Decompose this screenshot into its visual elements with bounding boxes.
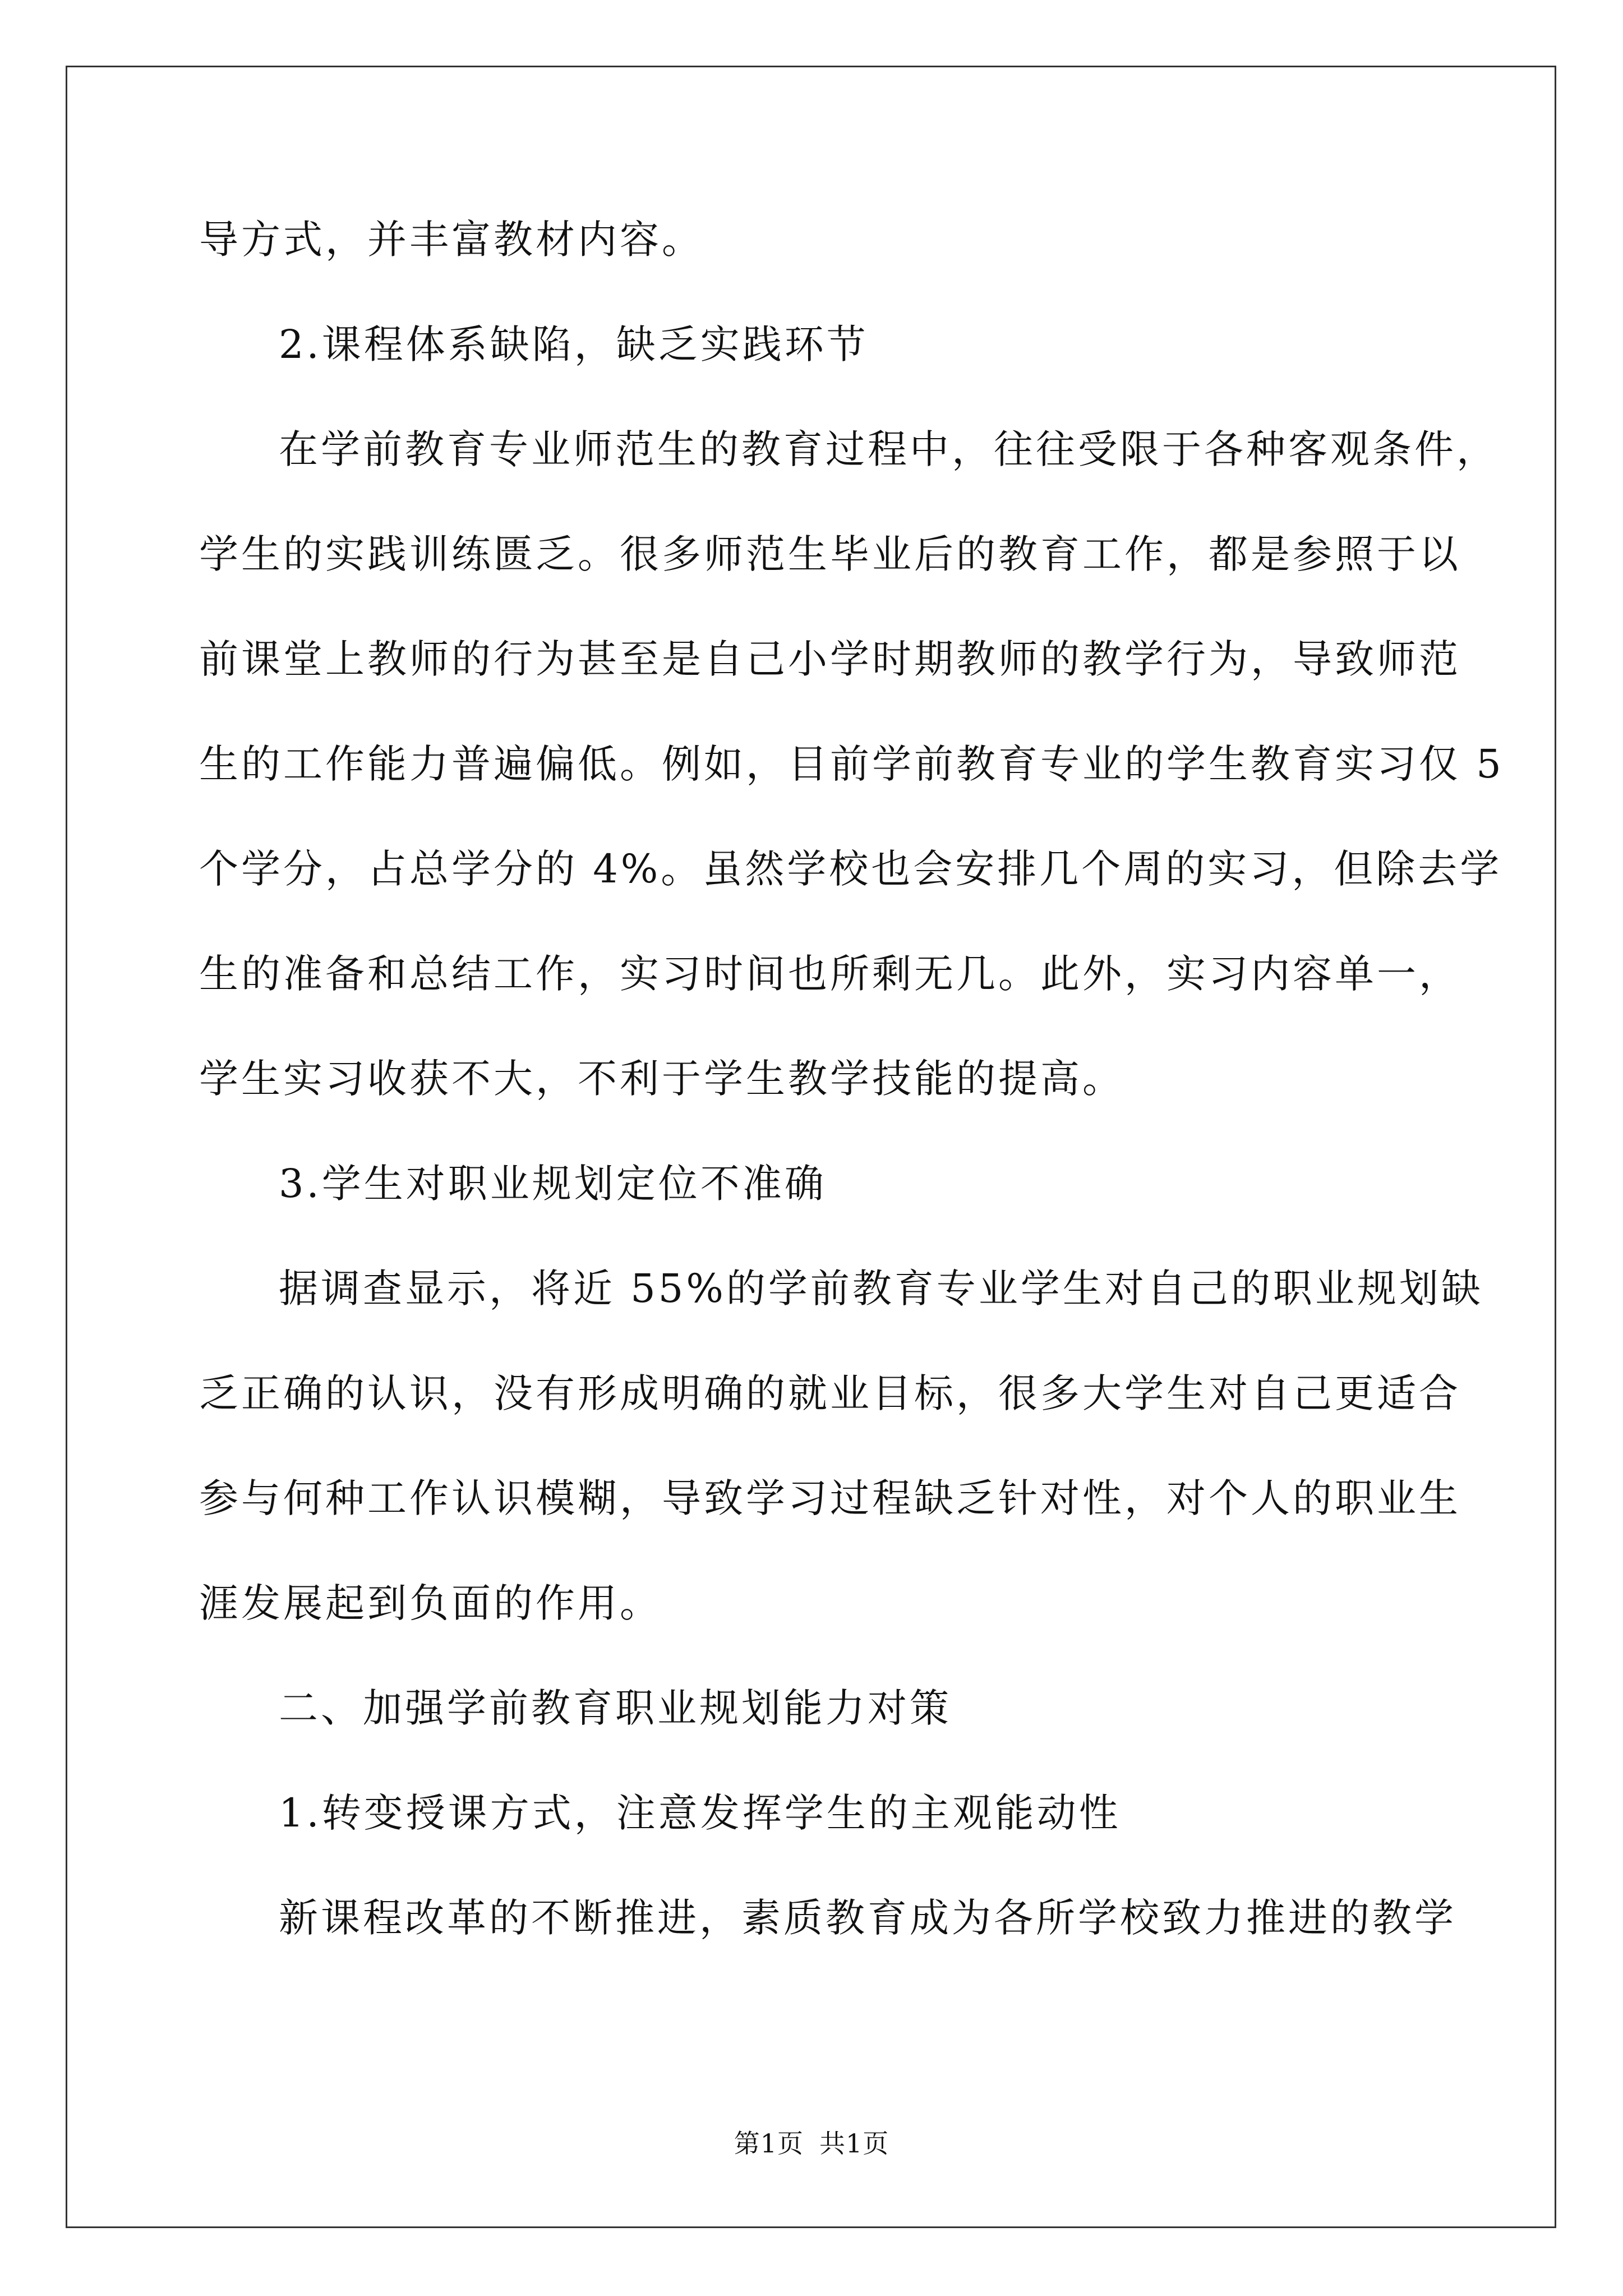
text-line: 乏正确的认识，没有形成明确的就业目标，很多大学生对自己更适合 <box>199 1370 1461 1416</box>
page-footer <box>0 2127 1623 2160</box>
text-line: 生的准备和总结工作，实习时间也所剩无几。此外，实习内容单一， <box>199 951 1461 997</box>
text-line: 涯发展起到负面的作用。 <box>199 1580 662 1626</box>
text-line: 生的工作能力普遍偏低。例如，目前学前教育专业的学生教育实习仅 5 <box>199 741 1504 787</box>
page-total: 共1页 <box>819 2128 889 2159</box>
text-line: 个学分，占总学分的 4%。虽然学校也会安排几个周的实习，但除去学 <box>199 846 1502 892</box>
text-line: 参与何种工作认识模糊，导致学习过程缺乏针对性，对个人的职业生 <box>199 1475 1461 1521</box>
page-number: 第1页 <box>734 2128 804 2159</box>
text-line: 在学前教育专业师范生的教育过程中，往往受限于各种客观条件， <box>279 426 1498 472</box>
section-heading: 3.学生对职业规划定位不准确 <box>279 1161 827 1207</box>
section-heading: 1.转变授课方式，注意发挥学生的主观能动性 <box>279 1790 1121 1836</box>
section-heading: 2.课程体系缺陷，缺乏实践环节 <box>279 321 869 367</box>
text-line: 学生的实践训练匮乏。很多师范生毕业后的教育工作，都是参照于以 <box>199 531 1461 577</box>
text-line: 前课堂上教师的行为甚至是自己小学时期教师的教学行为，导致师范 <box>199 636 1461 682</box>
text-line: 学生实习收获不大，不利于学生教学技能的提高。 <box>199 1056 1124 1102</box>
text-line: 新课程改革的不断推进，素质教育成为各所学校致力推进的教学 <box>279 1895 1456 1941</box>
text-line: 导方式，并丰富教材内容。 <box>199 217 704 263</box>
text-line: 据调查显示，将近 55%的学前教育专业学生对自己的职业规划缺 <box>279 1266 1483 1312</box>
section-heading: 二、加强学前教育职业规划能力对策 <box>279 1685 952 1731</box>
